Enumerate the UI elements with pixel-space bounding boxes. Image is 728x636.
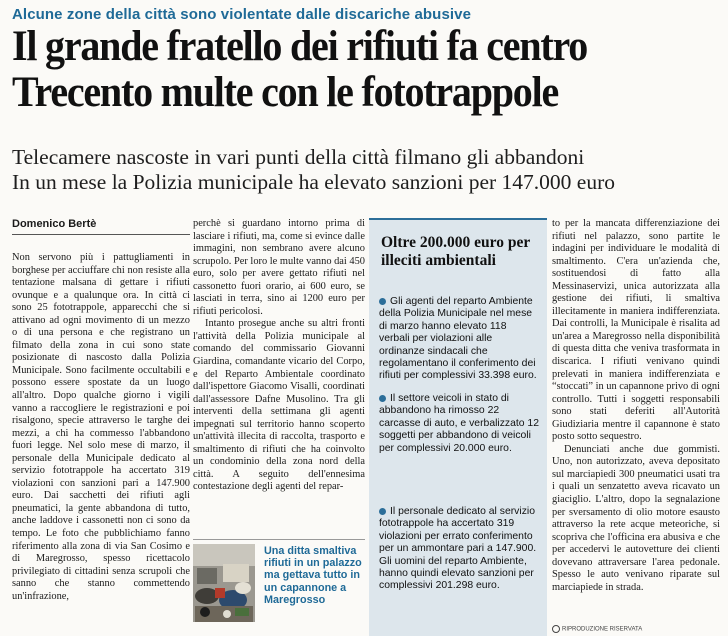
headline-line-1: Il grande fratello dei rifiuti fa centro <box>12 23 588 70</box>
photo-illustration <box>193 544 255 622</box>
bullet-icon <box>379 508 386 515</box>
kicker: Alcune zone della città sono violentate dalle discariche abusive <box>12 6 472 23</box>
paragraph: Non servono più i pattugliamenti in borghese per acciuffare chi non resiste alla tentazione malsana di gettare i rifiuti ovunque e a qualunque ora. In città ci sono 25 fototrappole, apparecchi che si attivano ad ogni movimento di un mezzo o di una persona e che registrano un filmato della zona in cui sono state posizionate di nascosto dalla Polizia Municipale. Sono facilmente occultabili e possono essere spostate da un luogo all'altro. Dopo qualche giorno i vigili vanno a raccogliere le registrazioni e poi risalgono, specie attraverso le targhe dei mezzi, a chi ha commesso l'abbandono fuori legge. Nel solo mese di marzo, il personale della Municipale dedicato al servizio fototrappole ha accertato 319 violazioni con sanzioni pari a 147.900 euro. Dai sacchetti dei rifiuti agli pneumatici, la gente abbandona di tutto, anche laddove i cassonetti non ci sono da tempo. Le foto che pubblichiamo fanno riferimento alla zona di via San Cosimo e di Maregrosso, spesso ricettacolo privilegiato di cittadini senza scrupoli che sanno che stanno commettendo un'infrazione, <box>12 252 190 602</box>
paragraph: Denunciati anche due gommisti. Uno, non autorizzato, aveva depositato sul marciapiedi 300 pneumatici usati tra i quali un senzatetto aveva ricavato un giaciglio. L'altro, dopo la segnalazione per sversamento di olio motore esausto attraverso la rete acque meteoriche, si scopriva che l'officina era abusiva e che per accedervi le autovetture dei clienti dovevano attraversare l'area pedonale. Spesso le auto venivano riparate sul marciapiede in strada. <box>552 443 720 593</box>
sidebar-box <box>369 218 547 636</box>
box-item: Gli agenti del reparto Ambiente della Polizia Municipale nel mese di marzo hanno elevato 118 verbali per violazioni alle ordinanze sindacali che regolamentano il conferimento dei rifiuti per complessivi 33.398 euro. <box>379 296 537 382</box>
photo-garbage-dump <box>193 544 255 622</box>
bullet-icon <box>379 298 386 305</box>
subhead-line-2: In un mese la Polizia municipale ha elevato sanzioni per 147.000 euro <box>12 170 616 194</box>
bullet-icon <box>379 395 386 402</box>
paragraph: perchè si guardano intorno prima di lasciare i rifiuti, ma, come si evince dalle immagini, non sembrano avere alcuno scrupolo. Per loro le multe vanno dai 450 euro, solo per avere gettato rifiuti nel cassonetto fuori orario, ai 600 euro, se lasciati in terra, sino ai 1200 euro per rifiuti pericolosi. <box>193 218 365 317</box>
subhead-line-1: Telecamere nascoste in vari punti della città filmano gli abbandoni <box>12 145 585 169</box>
headline-line-2: Trecento multe con le fototrappole <box>12 69 559 116</box>
headline <box>12 24 674 116</box>
paragraph: to per la mancata differenziazione dei rifiuti nel palazzo, sono partite le indagini per individuare le modalità di smaltimento. C'era un'azienda che, sostituendosi di fatto alla Messinaservizi, unica autorizzata alla gestione dei rifiuti, li smaltiva illecitamente in maniera indifferenziata. Dai controlli, la Municipale è risalita ad un'area a Maregrosso nella disponibilità di questa ditta che veniva trasformata in discarica. I rifiuti venivano quindi prelevati in maniera indifferenziata e “stoccati” in un capannone privo di ogni controllo. Tutti i soggetti responsabili sono stati deferiti all'Autorità Giudiziaria mentre il capannone è stato posto sotto sequestro. <box>552 218 720 443</box>
article-column-2 <box>193 218 365 494</box>
box-title: Oltre 200.000 euro per illeciti ambientali <box>381 234 530 269</box>
subheadline <box>12 145 724 195</box>
byline: Domenico Bertè <box>12 218 190 235</box>
copyright-icon <box>552 625 560 633</box>
box-item: Il settore veicoli in stato di abbandono ha rimosso 22 carcasse di auto, e verbalizzato 12 soggetti per abbandono di veicoli per complessivi 20.000 euro. <box>379 393 539 454</box>
copyright-notice: RIPRODUZIONE RISERVATA <box>552 625 642 633</box>
paragraph: Intanto prosegue anche su altri fronti l'attività della Polizia municipale al comando del commissario Giovanni Giardina, comandante vicario del Corpo, e del Reparto Ambientale coordinato dall'ispettore Giacomo Visalli, coordinati dall'assessore Dafne Musolino. Tra gli interventi della settimana gli agenti impegnati sul territorio hanno scoperto un'attività illecita di raccolta, trasporto e smaltimento di rifiuti che ha coinvolto un condominio della zona nord della città. A seguito dell'ennesima contestazione degli agenti del repar- <box>193 318 365 493</box>
photo-caption: Una ditta smaltiva rifiuti in un palazzo ma gettava tutto in un capannone a Maregrosso <box>264 545 362 606</box>
box-item: Il personale dedicato al servizio fototrappole ha accertato 319 violazioni per errato conferimento per un ammontare pari a 147.900. Gli uomini del reparto Ambiente, hanno quindi elevato sanzioni per complessivi 201.298 euro. <box>379 506 537 592</box>
article-column-3 <box>552 218 720 594</box>
article-column-1 <box>12 252 190 603</box>
caption-divider <box>193 539 365 540</box>
